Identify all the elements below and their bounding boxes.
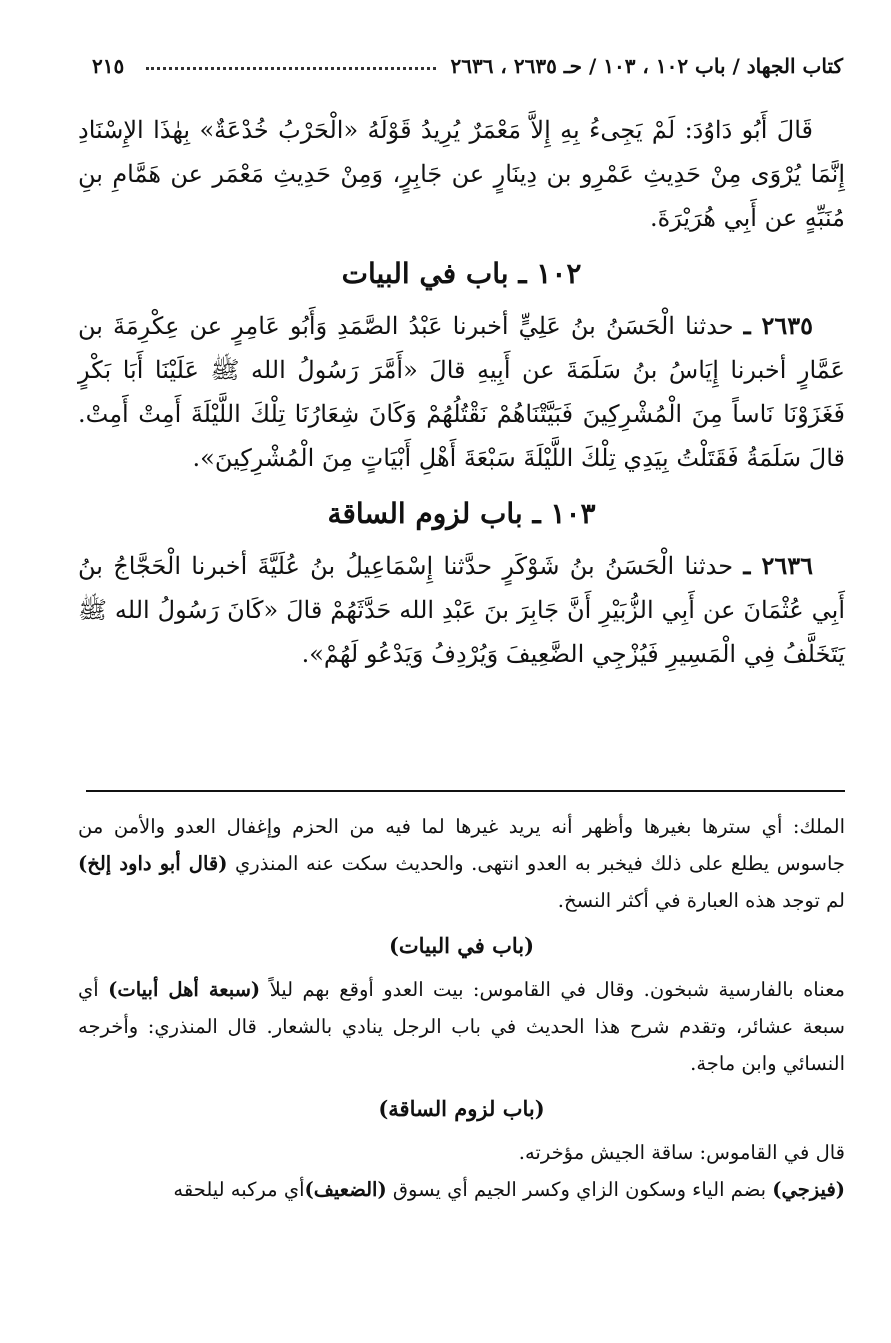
hadith-number: ٢٦٣٥ ـ bbox=[743, 311, 813, 340]
chapter-103-title: ١٠٣ ـ باب لزوم الساقة bbox=[327, 497, 596, 530]
commentary-note bbox=[78, 1171, 845, 1208]
hadith-text: حدثنا الْحَسَنُ بنُ شَوْكَرٍ حدَّثنا إِسْمَاعِيلُ بنُ عُلَيَّةَ أخبرنا الْحَجَّاجُ بنُ أَبِي عُثْمَانَ عن أَبِي الزُّبَيْرِ أَنَّ جَابِرَ بنَ عَبْدِ الله حَدَّثَهُمْ قالَ «كَانَ رَسُولُ الله ﷺ يَتَخَلَّفُ فِي الْمَسِيرِ فَيُزْجِي الضَّعِيفَ وَيُرْدِفُ وَيَدْعُو لَهُمْ». bbox=[78, 552, 845, 668]
intro-paragraph: قَالَ أَبُو دَاوُدَ: لَمْ يَجِىءُ بِهِ إِلاَّ مَعْمَرٌ يُرِيدُ قَوْلَهُ «الْحَرْبُ خُدْعَةٌ» بِهٰذَا الإِسْنَادِ إِنَّمَا يُرْوَى مِنْ حَدِيثِ عَمْرِو بن دِينَارٍ عن جَابِرٍ، وَمِنْ حَدِيثِ مَعْمَر عن هَمَّامِ بنِ مُنَبِّهٍ عن أَبِي هُرَيْرَةَ. bbox=[78, 116, 845, 232]
leader-dots bbox=[146, 67, 436, 70]
note-text: لم توجد هذه العبارة في أكثر النسخ. bbox=[557, 889, 845, 912]
commentary bbox=[78, 808, 845, 1208]
note-keyword: (قال أبو داود إلخ) bbox=[78, 852, 228, 875]
note-keyword: (فيزجي) bbox=[772, 1178, 845, 1201]
note-text: أي مركبه ليلحقه bbox=[173, 1178, 305, 1201]
note-text: معناه بالفارسية شبخون. وقال في القاموس: بيت العدو أوقع بهم ليلاً bbox=[269, 978, 845, 1001]
commentary-heading: (باب في البيات) bbox=[388, 933, 535, 958]
note-text: بضم الياء وسكون الزاي وكسر الجيم أي يسوق bbox=[392, 1178, 767, 1201]
note-keyword: (سبعة أهل أبيات) bbox=[108, 978, 261, 1001]
hadith-number: ٢٦٣٦ ـ bbox=[743, 551, 813, 580]
hadith-text: حدثنا الْحَسَنُ بنُ عَلِيٍّ أخبرنا عَبْدُ الصَّمَدِ وَأَبُو عَامِرٍ عن عِكْرِمَةَ بن عَمَّارٍ أخبرنا إِيَاسُ بنُ سَلَمَةَ عن أَبِيهِ قالَ «أَمَّرَ رَسُولُ الله ﷺ عَلَيْنَا أَبَا بَكْرٍ فَغَزَوْنَا نَاساً مِنَ الْمُشْرِكِينَ فَبَيَّتْنَاهُمْ نَقْتُلُهُمْ وَكَانَ شِعَارُنَا تِلْكَ اللَّيْلَةَ أَمِتْ أَمِتْ. قالَ سَلَمَةُ فَقَتَلْتُ بِيَدِي تِلْكَ اللَّيْلَةَ سَبْعَةَ أَهْلِ أَبْيَاتٍ مِنَ الْمُشْرِكِينَ». bbox=[78, 312, 845, 472]
page-number: ٢١٥ bbox=[92, 54, 125, 78]
note-text: أي سبعة عشائر، وتقدم شرح هذا الحديث في باب الرجل ينادي بالشعار. قال المنذري: وأخرجه النسائي وابن ماجة. bbox=[78, 978, 845, 1075]
commentary-note: قال في القاموس: ساقة الجيش مؤخرته. bbox=[518, 1141, 845, 1164]
note-text: الملك: أي سترها بغيرها وأظهر أنه يريد غيرها لما فيه من الحزم وإغفال العدو والأمن من جاسوس يطلع على ذلك فيخبر به العدو انتهى. والحديث سكت عنه المنذري bbox=[78, 815, 845, 875]
note-keyword: (الضعيف) bbox=[304, 1178, 387, 1201]
hadith-2635 bbox=[78, 304, 845, 480]
hadith-2636 bbox=[78, 544, 845, 676]
main-text bbox=[78, 108, 845, 676]
footnote-divider bbox=[86, 790, 845, 792]
commentary-note bbox=[78, 971, 845, 1082]
commentary-heading: (باب لزوم الساقة) bbox=[378, 1096, 545, 1121]
page-header bbox=[92, 46, 843, 78]
chapter-102-title: ١٠٢ ـ باب في البيات bbox=[341, 257, 582, 290]
commentary-note bbox=[78, 808, 845, 919]
running-title: كتاب الجهاد / باب ١٠٢ ، ١٠٣ / حـ ٢٦٣٥ ، ٢٦٣٦ bbox=[450, 54, 843, 78]
